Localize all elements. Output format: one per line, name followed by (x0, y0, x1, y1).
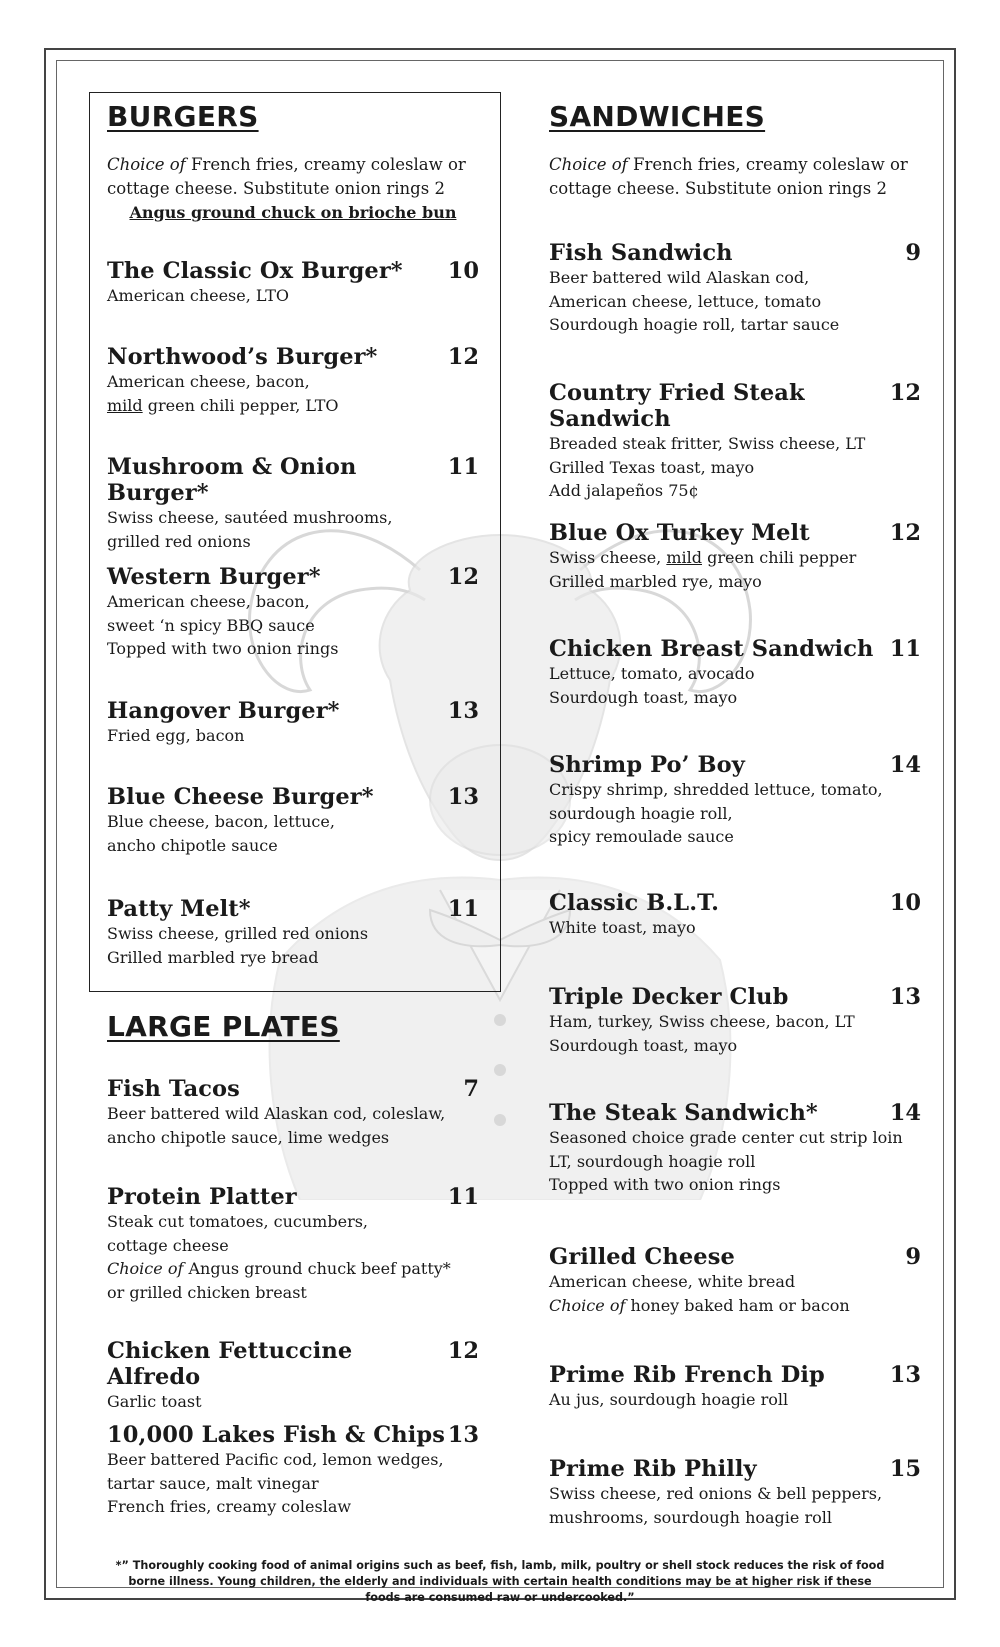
menu-item (549, 1362, 921, 1412)
menu-item (107, 344, 479, 417)
menu-item (549, 240, 921, 337)
menu-item-name: Country Fried Steak Sandwich (549, 380, 805, 432)
menu-item-header (107, 1076, 479, 1102)
menu-item (549, 636, 921, 709)
menu-item-header (107, 344, 479, 370)
menu-item-price: 10 (889, 890, 921, 916)
item-description-line: or grilled chicken breast (107, 1282, 307, 1302)
item-description-line: Crispy shrimp, shredded lettuce, tomato, (549, 780, 883, 799)
menu-item-header (107, 1184, 479, 1210)
menu-item (107, 784, 479, 857)
menu-item-price: 12 (447, 1338, 479, 1364)
menu-item (107, 1338, 479, 1414)
menu-item-description (107, 810, 479, 857)
burgers-intro: Choice of French fries, creamy coleslaw or cottage cheese. Substitute onion rings 2 Angus ground chuck on brioche bun (107, 153, 479, 225)
menu-item-name: Prime Rib French Dip (549, 1362, 825, 1388)
menu-item-name: Mushroom & Onion Burger* (107, 454, 357, 506)
item-description-line: mushrooms, sourdough hoagie roll (549, 1507, 832, 1527)
item-description-line: Choice of Angus ground chuck beef patty* (107, 1259, 451, 1278)
menu-item-name: Shrimp Po’ Boy (549, 752, 745, 778)
large-plates-heading: LARGE PLATES (107, 1010, 340, 1043)
menu-item-name: Northwood’s Burger* (107, 344, 378, 370)
item-description-line: American cheese, white bread (549, 1272, 796, 1291)
menu-item-name: Western Burger* (107, 564, 321, 590)
menu-item-description (549, 916, 921, 940)
menu-item-header (107, 896, 479, 922)
menu-item (107, 1076, 479, 1149)
menu-item-price: 12 (889, 520, 921, 546)
item-description-line: LT, sourdough hoagie roll (549, 1151, 756, 1171)
menu-item-description (107, 506, 479, 553)
burgers-note: Angus ground chuck on brioche bun (129, 203, 457, 222)
item-description-line: Garlic toast (107, 1392, 202, 1411)
menu-item (107, 1422, 479, 1519)
item-description-line: Swiss cheese, mild green chili pepper (549, 548, 857, 567)
item-description-line: American cheese, bacon, (107, 592, 310, 611)
menu-item-header (549, 1362, 921, 1388)
item-description-line: tartar sauce, malt vinegar (107, 1473, 319, 1493)
item-description-line: Lettuce, tomato, avocado (549, 664, 755, 683)
menu-item-name: Protein Platter (107, 1184, 297, 1210)
menu-item-header (549, 636, 921, 662)
menu-item-name: Grilled Cheese (549, 1244, 735, 1270)
menu-item-price: 14 (889, 752, 921, 778)
item-description-line: Grilled marbled rye bread (107, 947, 319, 967)
item-description-line: ancho chipotle sauce (107, 835, 278, 855)
menu-item-price: 7 (463, 1076, 479, 1102)
item-description-line: Fried egg, bacon (107, 726, 245, 745)
menu-item-description (549, 266, 921, 337)
menu-item-price: 13 (889, 984, 921, 1010)
menu-item-header (549, 984, 921, 1010)
item-description-line: Breaded steak fritter, Swiss cheese, LT (549, 434, 866, 453)
menu-item (107, 896, 479, 969)
menu-item-price: 12 (889, 380, 921, 406)
item-description-line: Seasoned choice grade center cut strip loin (549, 1128, 903, 1147)
menu-item-name: Hangover Burger* (107, 698, 340, 724)
menu-item (549, 752, 921, 849)
menu-item-name: Fish Sandwich (549, 240, 733, 266)
menu-item-price: 11 (447, 1184, 479, 1210)
item-description-line: Ham, turkey, Swiss cheese, bacon, LT (549, 1012, 855, 1031)
menu-item (107, 1184, 479, 1304)
menu-item-name: Blue Cheese Burger* (107, 784, 374, 810)
item-description-line: sweet ‘n spicy BBQ sauce (107, 615, 315, 635)
menu-item (107, 454, 479, 553)
menu-item-name: Prime Rib Philly (549, 1456, 757, 1482)
sandwiches-heading: SANDWICHES (549, 100, 766, 133)
menu-item-name: Fish Tacos (107, 1076, 240, 1102)
menu-item-header (549, 890, 921, 916)
menu-item-description (549, 1270, 921, 1317)
menu-item-description (107, 724, 479, 748)
item-description-line: Grilled Texas toast, mayo (549, 457, 755, 477)
menu-item-name: Blue Ox Turkey Melt (549, 520, 810, 546)
food-safety-footnote: *” Thoroughly cooking food of animal origins such as beef, fish, lamb, milk, poultry or shell stock reduces the risk of food borne illness. Young children, the elderly and individuals with certain health conditions may be at higher risk if these foods are consumed raw or undercooked.” (115, 1559, 885, 1604)
item-description-line: Beer battered wild Alaskan cod, coleslaw, (107, 1104, 446, 1123)
menu-item-name: 10,000 Lakes Fish & Chips (107, 1422, 445, 1448)
item-description-line: spicy remoulade sauce (549, 827, 734, 846)
menu-item (549, 380, 921, 503)
item-description-line: Swiss cheese, sautéed mushrooms, (107, 508, 393, 527)
menu-item-description (549, 1482, 921, 1529)
item-description-line: Sourdough toast, mayo (549, 1035, 738, 1055)
item-description-line: White toast, mayo (549, 918, 696, 937)
item-description-line: ancho chipotle sauce, lime wedges (107, 1127, 390, 1147)
menu-item-header (107, 698, 479, 724)
item-description-line: Add jalapeños 75¢ (549, 481, 699, 500)
menu-item-price: 13 (447, 784, 479, 810)
menu-item-header (549, 1456, 921, 1482)
item-description-line: Topped with two onion rings (107, 639, 339, 658)
menu-item-header (107, 454, 479, 506)
menu-item-description (107, 1210, 479, 1304)
menu-item-header (549, 520, 921, 546)
item-description-line: Topped with two onion rings (549, 1175, 781, 1194)
item-description-line: Sourdough toast, mayo (549, 687, 738, 707)
item-description-line: Blue cheese, bacon, lettuce, (107, 812, 335, 831)
menu-item-description (107, 284, 479, 308)
menu-item-description (107, 370, 479, 417)
menu-item (549, 1100, 921, 1197)
item-description-line: sourdough hoagie roll, (549, 803, 733, 823)
menu-item-price: 11 (447, 896, 479, 922)
menu-item-description (549, 1126, 921, 1197)
menu-item-header (107, 1422, 479, 1448)
menu-item-description (107, 922, 479, 969)
menu-item-header (549, 380, 921, 432)
menu-item-description (107, 590, 479, 661)
menu-item-name: Chicken Breast Sandwich (549, 636, 874, 662)
item-description-line: cottage cheese (107, 1235, 229, 1255)
item-description-line: Choice of honey baked ham or bacon (549, 1295, 850, 1315)
item-description-line: Sourdough hoagie roll, tartar sauce (549, 315, 840, 334)
menu-item-description (549, 662, 921, 709)
menu-item-name: The Classic Ox Burger* (107, 258, 403, 284)
menu-item-header (107, 1338, 479, 1390)
item-description-line: grilled red onions (107, 531, 251, 551)
menu-item-price: 13 (447, 1422, 479, 1448)
menu-item-description (549, 546, 921, 593)
menu-item-name: Patty Melt* (107, 896, 251, 922)
menu-item-price: 11 (447, 454, 479, 480)
menu-item-header (107, 564, 479, 590)
item-description-line: Au jus, sourdough hoagie roll (549, 1390, 789, 1409)
sandwiches-intro: Choice of French fries, creamy coleslaw or cottage cheese. Substitute onion rings 2 (549, 155, 908, 198)
item-description-line: American cheese, LTO (107, 286, 290, 305)
menu-item (107, 258, 479, 308)
item-description-line: Swiss cheese, grilled red onions (107, 924, 369, 943)
menu-item-description (107, 1102, 479, 1149)
menu-item-description (549, 778, 921, 849)
menu-item-name: The Steak Sandwich* (549, 1100, 818, 1126)
menu-item-price: 12 (447, 344, 479, 370)
item-description-line: American cheese, bacon, (107, 372, 310, 391)
menu-item (549, 984, 921, 1057)
menu-item (549, 890, 921, 940)
menu-item-header (549, 240, 921, 266)
menu-item-name: Classic B.L.T. (549, 890, 720, 916)
item-description-line: Beer battered wild Alaskan cod, (549, 268, 810, 287)
item-description-line: Steak cut tomatoes, cucumbers, (107, 1212, 369, 1231)
item-description-line: mild green chili pepper, LTO (107, 395, 339, 415)
menu-item-description (549, 1388, 921, 1412)
item-description-line: American cheese, lettuce, tomato (549, 291, 822, 311)
menu-item (549, 1456, 921, 1529)
menu-item-header (107, 784, 479, 810)
burgers-heading: BURGERS (107, 100, 259, 133)
menu-item-price: 13 (889, 1362, 921, 1388)
menu-item-header (549, 752, 921, 778)
menu-item-header (549, 1244, 921, 1270)
menu-item-description (549, 432, 921, 503)
menu-item (549, 1244, 921, 1317)
menu-item (107, 564, 479, 661)
menu-item (107, 698, 479, 748)
menu-item-price: 13 (447, 698, 479, 724)
item-description-line: French fries, creamy coleslaw (107, 1497, 352, 1516)
menu-item-price: 9 (905, 240, 921, 266)
menu-item-description (107, 1448, 479, 1519)
menu-item-price: 12 (447, 564, 479, 590)
item-description-line: Beer battered Pacific cod, lemon wedges, (107, 1450, 444, 1469)
menu-item-price: 9 (905, 1244, 921, 1270)
item-description-line: Grilled marbled rye, mayo (549, 571, 762, 591)
menu-item-description (107, 1390, 479, 1414)
menu-item-header (107, 258, 479, 284)
menu-item-description (549, 1010, 921, 1057)
item-description-line: Swiss cheese, red onions & bell peppers, (549, 1484, 883, 1503)
menu-item-name: Triple Decker Club (549, 984, 789, 1010)
menu-item (549, 520, 921, 593)
menu-item-price: 11 (889, 636, 921, 662)
menu-item-price: 10 (447, 258, 479, 284)
menu-item-price: 14 (889, 1100, 921, 1126)
menu-item-name: Chicken Fettuccine Alfredo (107, 1338, 353, 1390)
menu-item-header (549, 1100, 921, 1126)
menu-item-price: 15 (889, 1456, 921, 1482)
